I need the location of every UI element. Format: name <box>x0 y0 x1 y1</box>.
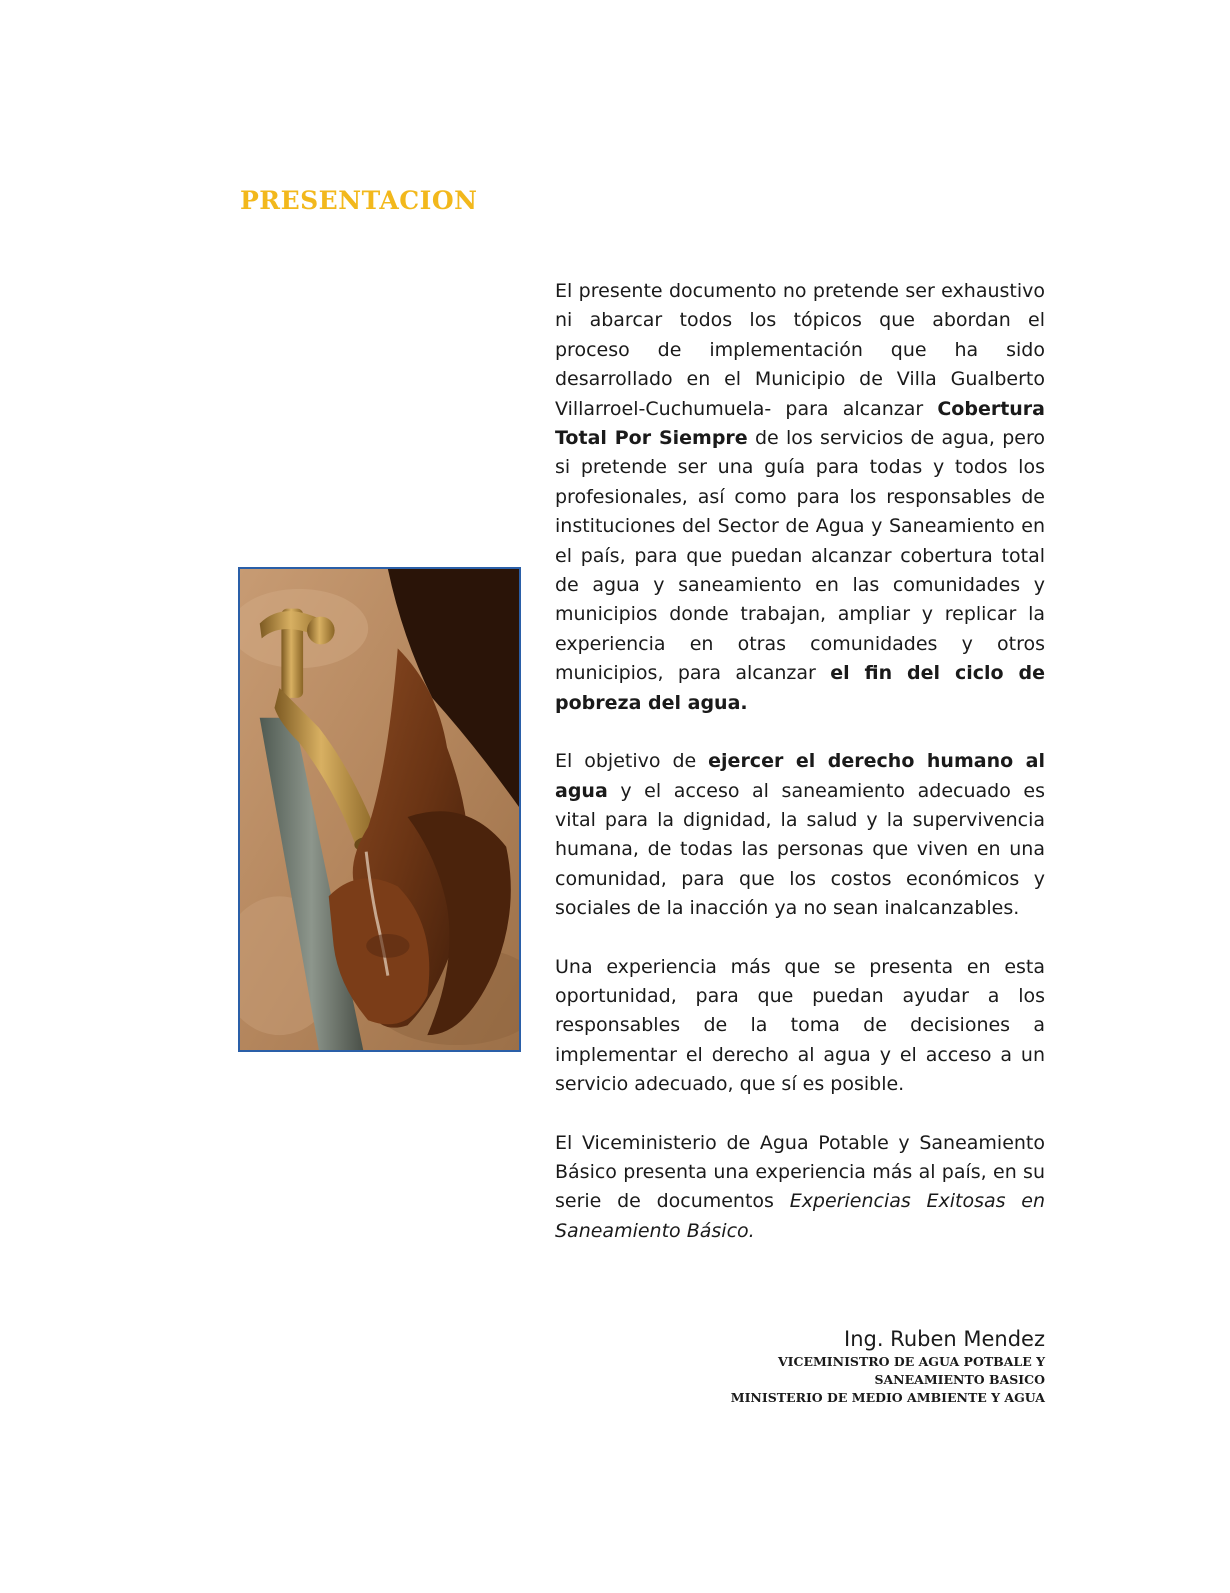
paragraph-1-bold-b: el fin del ciclo de pobreza del agua. <box>555 662 1045 714</box>
paragraph-4 <box>555 1129 1045 1247</box>
paragraph-2-text-b: y el acceso al saneamiento adecuado es vital para la dignidad, la salud y la supervivencia humana, de todas las personas que viven en una comunidad, para que los costos económicos y sociales de la inacción ya no sean inalcanzables. <box>555 779 1045 920</box>
paragraph-2-text-a: El objetivo de <box>555 750 709 773</box>
paragraph-2 <box>555 747 1045 923</box>
signatory-name: Ing. Ruben Mendez <box>844 1327 1045 1351</box>
presentation-body <box>555 277 1045 1275</box>
paragraph-1 <box>555 277 1045 718</box>
paragraph-4-text: El Viceministerio de Agua Potable y Saneamiento Básico presenta una experiencia más al país, en su serie de documentos <box>555 1131 1045 1213</box>
water-tap-photo <box>238 567 521 1052</box>
paragraph-4-series-title: Experiencias Exitosas en Saneamiento Básico. <box>555 1190 1045 1242</box>
paragraph-1-text-a: El presente documento no pretende ser exhaustivo ni abarcar todos los tópicos que abordan el proceso de implementación que ha sido desarrollado en el Municipio de Villa Gualberto Villarroel-Cuchumuela- para alcanzar <box>555 280 1045 420</box>
paragraph-1-bold-a: Cobertura Total Por Siempre <box>555 397 1045 450</box>
paragraph-3 <box>555 953 1045 1100</box>
paragraph-2-bold-a: ejercer el derecho humano al agua <box>555 750 1046 802</box>
signatory-title-line-3: MINISTERIO DE MEDIO AMBIENTE Y AGUA <box>730 1390 1045 1405</box>
signatory-title-line-2: SANEAMIENTO BASICO <box>874 1372 1045 1387</box>
water-tap-illustration <box>240 569 519 1050</box>
paragraph-1-text-b: de los servicios de agua, pero si pretende ser una guía para todas y todos los profesionales, así como para los responsables de instituciones del Sector de Agua y Saneamiento en el país, para que puedan alcanzar cobertura total de agua y saneamiento en las comunidades y municipios donde trabajan, ampliar y replicar la experiencia en otras comunidades y otros municipios, para alcanzar <box>555 427 1045 685</box>
paragraph-3-text: Una experiencia más que se presenta en esta oportunidad, para que puedan ayudar a los responsables de la toma de decisiones a implementar el derecho al agua y el acceso a un servicio adecuado, que sí es posible. <box>555 955 1045 1096</box>
page-title: PRESENTACION <box>240 186 478 215</box>
signature-block <box>731 1325 1045 1407</box>
signatory-title-line-1: VICEMINISTRO DE AGUA POTBALE Y <box>777 1354 1045 1369</box>
